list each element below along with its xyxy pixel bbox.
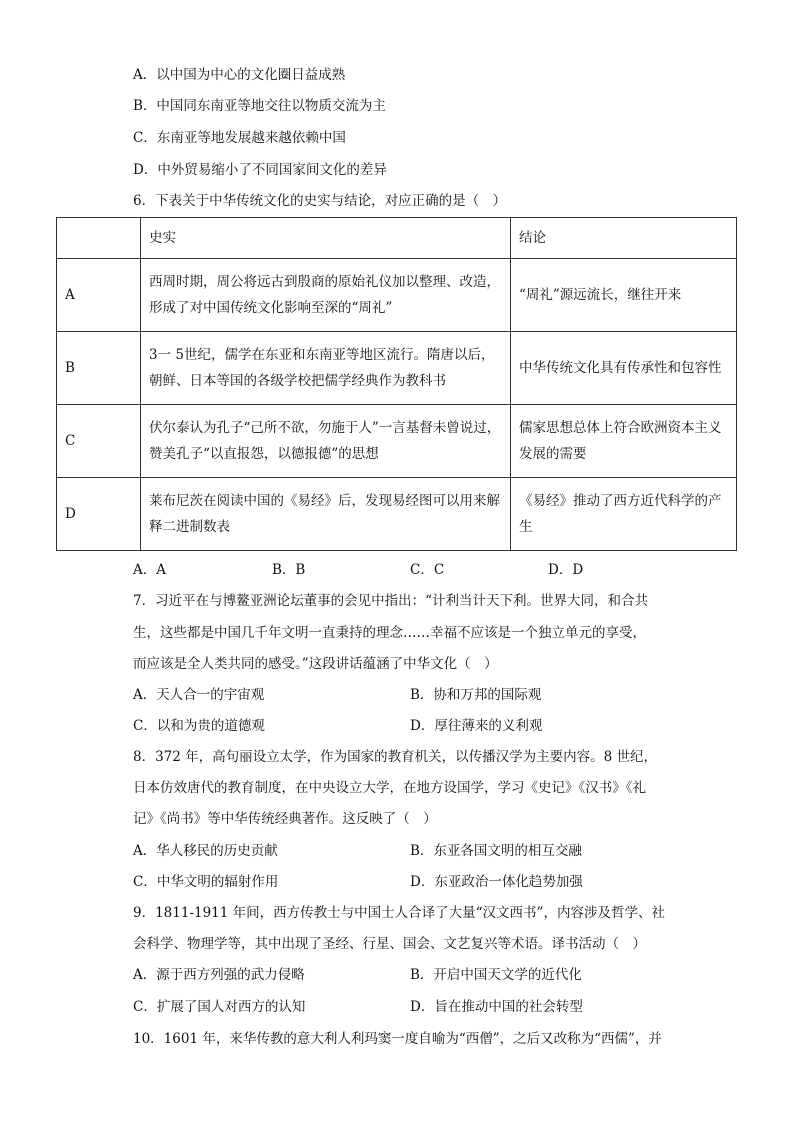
q8-option-a: A．华人移民的历史贡献 bbox=[133, 843, 278, 859]
row-label: D bbox=[57, 478, 141, 551]
q8-stem-line: 8．372 年，高句丽设立太学，作为国家的教育机关，以传播汉学为主要内容。8 世纪， bbox=[133, 749, 658, 765]
row-conclusion: 儒家思想总体上符合欧洲资本主义发展的需要 bbox=[511, 405, 737, 478]
q6-option-d: D．D bbox=[548, 562, 584, 578]
q8-option-d: D．东亚政治一体化趋势加强 bbox=[410, 874, 583, 890]
q6-option-a: A．A bbox=[133, 562, 166, 578]
q8-stem-line: 记》《尚书》等中华传统经典著作。这反映了（ ） bbox=[133, 811, 437, 827]
table-row bbox=[57, 478, 737, 551]
q8-stem-line: 日本仿效唐代的教育制度，在中央设立大学，在地方设国学，学习《史记》《汉书》《礼 bbox=[133, 780, 646, 796]
q10-stem-line: 10．1601 年，来华传教的意大利人利玛窦一度自喻为“西僧”，之后又改称为“西儒”，并 bbox=[133, 1031, 662, 1047]
q9-stem-line: 9．1811-1911 年间，西方传教士与中国士人合译了大量“汉文西书”，内容涉及哲学、社 bbox=[133, 905, 665, 921]
prev-option-c: C．东南亚等地发展越来越依赖中国 bbox=[133, 130, 346, 146]
row-label: B bbox=[57, 332, 141, 405]
q7-option-d: D．厚往薄来的义利观 bbox=[410, 718, 543, 734]
q6-table bbox=[56, 217, 737, 551]
q7-stem-line: 而应该是全人类共同的感受。”这段讲话蕴涵了中华文化（ ） bbox=[133, 656, 498, 672]
row-fact: 伏尔泰认为孔子“己所不欲，勿施于人”一言基督未曾说过，赞美孔子“以直报怨，以德报德”的思想 bbox=[141, 405, 511, 478]
table-header-cell bbox=[57, 218, 141, 259]
q9-option-a: A．源于西方列强的武力侵略 bbox=[133, 967, 305, 983]
row-label: A bbox=[57, 259, 141, 332]
row-conclusion: “周礼”源远流长，继往开来 bbox=[511, 259, 737, 332]
row-fact: 西周时期，周公将远古到殷商的原始礼仪加以整理、改造，形成了对中国传统文化影响至深的“周礼” bbox=[141, 259, 511, 332]
table-header-cell: 结论 bbox=[511, 218, 737, 259]
q9-option-c: C．扩展了国人对西方的认知 bbox=[133, 999, 306, 1015]
prev-option-a: A．以中国为中心的文化圈日益成熟 bbox=[133, 67, 346, 83]
q7-option-b: B．协和万邦的国际观 bbox=[410, 687, 542, 703]
q8-option-b: B．东亚各国文明的相互交融 bbox=[410, 843, 582, 859]
q7-option-a: A．天人合一的宇宙观 bbox=[133, 687, 265, 703]
q9-option-d: D．旨在推动中国的社会转型 bbox=[410, 999, 583, 1015]
prev-option-d: D．中外贸易缩小了不同国家间文化的差异 bbox=[133, 162, 387, 178]
row-conclusion: 中华传统文化具有传承性和包容性 bbox=[511, 332, 737, 405]
q6-stem: 6．下表关于中华传统文化的史实与结论，对应正确的是（ ） bbox=[133, 193, 507, 209]
q7-stem-line: 生，这些都是中国几千年文明一直秉持的理念……幸福不应该是一个独立单元的享受， bbox=[133, 625, 646, 641]
row-conclusion: 《易经》推动了西方近代科学的产生 bbox=[511, 478, 737, 551]
q7-stem-line: 7．习近平在与博鳌亚洲论坛董事的会见中指出：“计利当计天下利。世界大同，和合共 bbox=[133, 593, 648, 609]
table-row bbox=[57, 405, 737, 478]
row-fact: 莱布尼茨在阅读中国的《易经》后，发现易经图可以用来解释二进制数表 bbox=[141, 478, 511, 551]
table-row bbox=[57, 332, 737, 405]
row-label: C bbox=[57, 405, 141, 478]
q8-option-c: C．中华文明的辐射作用 bbox=[133, 874, 279, 890]
q6-option-b: B．B bbox=[272, 562, 306, 578]
prev-option-b: B．中国同东南亚等地交往以物质交流为主 bbox=[133, 98, 386, 114]
row-fact: 3一 5世纪，儒学在东亚和东南亚等地区流行。隋唐以后，朝鲜、日本等国的各级学校把儒学经典作为教科书 bbox=[141, 332, 511, 405]
table-header-cell: 史实 bbox=[141, 218, 511, 259]
q6-option-c: C．C bbox=[410, 562, 445, 578]
q9-stem-line: 会科学、物理学等，其中出现了圣经、行星、国会、文艺复兴等术语。译书活动（ ） bbox=[133, 936, 646, 952]
q9-option-b: B．开启中国天文学的近代化 bbox=[410, 967, 582, 983]
table-row bbox=[57, 259, 737, 332]
table-header-row bbox=[57, 218, 737, 259]
q7-option-c: C．以和为贵的道德观 bbox=[133, 718, 265, 734]
